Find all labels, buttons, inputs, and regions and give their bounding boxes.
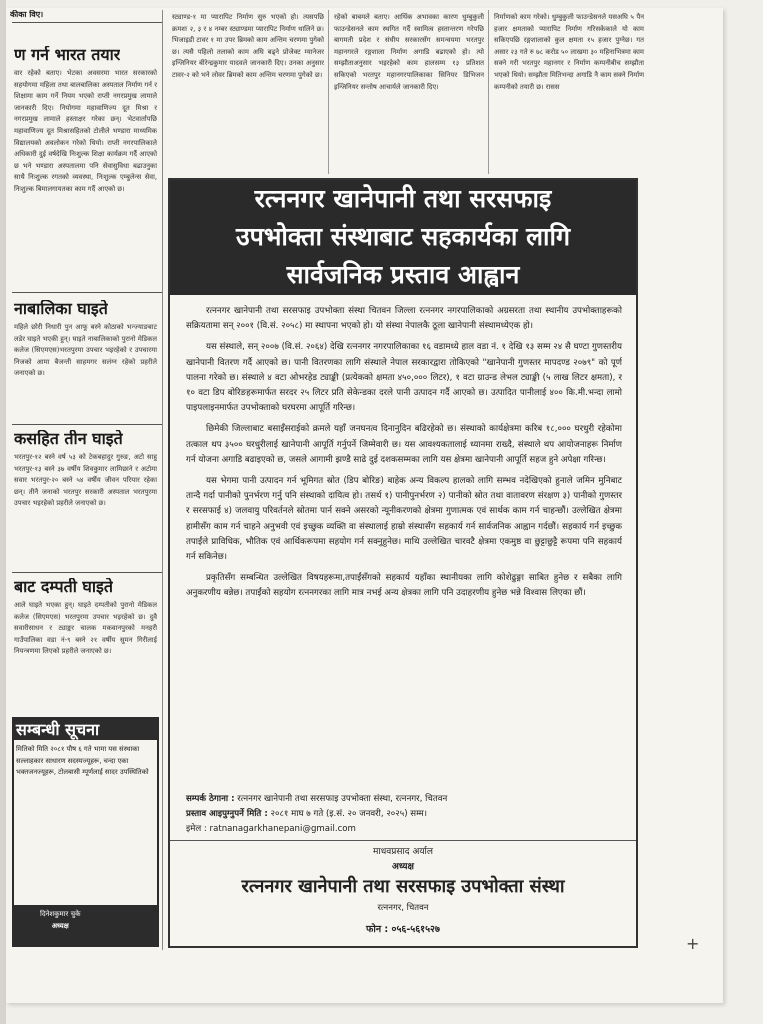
left-notice-sign-title: अध्यक्ष — [51, 922, 69, 930]
ad-title-line-1: रत्ननगर खानेपानी तथा सरसफाइ — [254, 184, 552, 213]
ad-email-link[interactable]: ratnanagarkhanepani@gmail.com — [209, 824, 356, 834]
left-article-three — [14, 452, 157, 570]
top-divider-2 — [488, 10, 489, 174]
top-divider-1 — [328, 10, 329, 174]
left-article-couple — [14, 600, 157, 712]
left-heading-three: कसहित तीन घाइते — [14, 430, 123, 448]
ad-sign-name: माधवप्रसाद अर्याल — [373, 847, 433, 857]
ad-sign-title: अध्यक्ष — [392, 862, 414, 872]
left-article-minor-text: महिले छोरी निधारी पुन आफू बस्ने कोठाको भन्ज्याङबाट लडेर घाइते भएकी हुन्। घाइते नाबालिकाको पुरानो मेडिकल कलेज (सिएमएस)भरतपुरमा उपचार भइरहेको र उपचारमा निजको आमा बैजन्ती साहमगर सलंग्न रहेको प्रहरीले जनाएको छ। — [14, 323, 157, 378]
ad-phone-label: फोन : — [366, 924, 389, 935]
left-rule-3 — [12, 572, 162, 573]
top-article-col-1 — [172, 12, 324, 174]
ad-paragraph-3: छिमेकी जिल्लाबाट बसाइँसराईको क्रमले यहाँ जनघनत्व दिनानुदिन बढिरहेको छ। संस्थाको कार्यक्षेत्रमा करिब १८,००० घरधुरी रहेकोमा तत्काल थप ३५०० घरधुरीलाई खानेपानी आपूर्ति गर्नुपर्ने जिम्मेवारी छ। यस आवश्यकतालाई ध्यानमा राख्दै, संस्थाले थप आयोजनाहरू निर्माण गर्न योजना अगाडि बढाइएको छ, जसले आगामी झण्डै साढे दुई दशकसम्मका लागि यस क्षेत्रमा खानेपानी आपूर्ति सहज हुने अपेक्षा गरिन्छ। — [186, 424, 622, 465]
ad-body — [186, 304, 622, 608]
left-article-minor — [14, 322, 157, 422]
left-rule-2 — [12, 424, 162, 425]
top-article-col-3-text: निर्माणको काम गरेको। धुम्बुकुली फाउन्डेसनले यसअघि ५ पैन हजार क्षमताको प्यारापिट निर्माण गरिसकेकाले यो काम सकिएपछि रङ्गशालाको कुल क्षमता १५ हजार पुग्नेछ। गत असार २३ गते रु ७८ करोड ५० लाखमा ३० महिनाभित्रमा काम सक्ने गरी भरतपुर महानगर र निर्माण कम्पनीबीच सम्झौता भएको थियो। सम्झौता मितिभन्दा अगाडि नै काम सक्ने निर्माण कम्पनीको तयारी छ। रासस — [494, 13, 644, 91]
top-article-col-2-text: रहेको बाबमले बताए। आर्थिक अभावका कारण धुम्बुकुली फाउन्डेसनले काम स्थगित गर्दै स्वामित्व हस्तान्तरण गरेपछि बागमती प्रदेश र संघीय सरकारसँग समन्वयमा भरतपुर महानगरले रङ्गशाला निर्माण अगाडि बढाएको हो। त्यो सम्झौताअनुसार भइरहेको काम हालसम्म १३ प्रतिशत सकिएको भरतपुर महानगरपालिकाका सिनियर डिभिजन इन्जिनियर सन्तोष आचार्यले जानकारी दिए। — [334, 13, 484, 91]
left-top-fragment: कीका विए। — [10, 10, 44, 19]
ad-paragraph-1: रत्ननगर खानेपानी तथा सरसफाइ उपभोक्ता संस्था चितवन जिल्ला रत्ननगर नगरपालिकाको अग्रसरता तथा स्थानीय उपभोक्ताहरूको सक्रियतामा सन् २००१ (वि.सं. २०५८) मा स्थापना भएको हो। यो संस्था नेपालकै ठूला खानेपानी संस्थामध्येएक हो। — [186, 306, 622, 332]
left-notice-body — [14, 740, 157, 905]
ad-phone-line — [170, 922, 636, 935]
left-notice-heading: सम्बन्धी सूचना — [16, 720, 100, 739]
public-notice-advertisement — [168, 178, 638, 948]
left-heading-couple: बाट दम्पती घाइते — [14, 578, 114, 596]
ad-paragraph-2: यस संस्थाले, सन् २००७ (वि.सं. २०६४) देखि रत्ननगर नगरपालिकाका १६ वडामध्ये हाल वडा नं. १ देखि १३ सम्म २४ सै घण्टा गुणस्तरीय खानेपानी वितरण गर्दै आएको छ। पानी वितरणका लागि संस्थाले नेपाल सरकारद्वारा तोकिएको "खानेपानी गुणस्तर मापदण्ड २०७९" को पूर्ण पालना गरेको छ। संस्थाले ४ वटा ओभरहेड ट्याङ्की (प्रत्येकको क्षमता ४५०,००० लिटर), १ वटा ग्राउन्ड लेभल ट्याङ्की (५ लाख लिटर क्षमता), र १० वटा डिप बोरिङहरूमार्फत सरदर २५ लिटर प्रति सेकेन्डका दरले पानी उत्पादन गर्दै आएको छ। उत्पादित पानीलाई ४०० कि.मी.भन्दा लामो पाइपलाइनमार्फत उपभोक्ताको घरघरमा आपूर्ति गरिन्छ। — [186, 342, 622, 414]
ad-contact-block — [186, 792, 622, 837]
ad-deadline-label: प्रस्ताव आइपुग्नुपर्ने मिति : — [186, 809, 268, 819]
ad-email-line — [186, 822, 622, 837]
left-heading-india: ण गर्न भारत तयार — [14, 46, 121, 64]
crosshair-mark-icon: + — [686, 934, 700, 953]
left-notice-text: मितिको मिति २०८१ पौष ६ गते भामा यस संस्थाका सल्लाहकार साधारण सदस्यज्यूहरू, चन्दा एका भक्तजनज्यूहरू, टोलबासी म्पूर्णलाई सादर उपस्थितिको — [16, 745, 149, 777]
left-notice-sign-name: दिनेशकुमार चुके — [40, 910, 81, 918]
left-article-three-text: भरतपुर-१२ बस्ने वर्ष ५३ को टेकबहादुर गुरुङ, अटो साहु भरतपुर-१३ बस्ने ३७ वर्षीय शिवकुमार लामिछाने र अटोमा सवार भरतपुर-२० बस्ने ५४ वर्षीय जीवन परियार रहेका छन्। तीनै जनाको भरतपुर सरकारी अस्पताल भरतपुरमा उपचार भइरहेको प्रहरीले जनाएको छ। — [14, 453, 157, 508]
left-article-couple-text: आले घाइते भएका हुन्। घाइते दम्पतीको पुरानो मेडिकल कलेज (सिएमएस) भरतपुरमा उपचार भइरहेको छ। दुवै सवारीसाधन र ट्याङ्कर चालक मकवानपुरको मनहरी गाउँपालिका वडा नं-९ बस्ने २१ वर्षीय सुमन गिरीलाई नियन्त्रणमा लिएको प्रहरीले जनाएको छ। — [14, 601, 157, 656]
left-article-india-text: वार रहेको बताए। भेटका अवसरमा भारत सरकारको सहयोगमा महिला तथा बालबालिका अस्पताल निर्माण गर्न र शिक्षामा काम गर्ने नियम भएको राप्ती नगरप्रमुख लामाले जानकारी दिए। नियोगमा महावाणिज्य दूत मिश्रा र नगरप्रमुख लामाले हस्ताक्षर गरेका छन्। भेटवार्तापछि महावाणिज्य दूत मिश्रासहितको टोलीले भण्डारा माध्यमिक विद्यालयको अवलोकन गरेको थियो। राप्ती नगरपालिकाले अधिकारी दुई वर्षदेखि निःशुल्क शिक्षा कार्यक्रम गर्दै आएको छ भने भण्डारा अस्पतालमा पनि सेवासुविधा बढाउनुका साथै निःशुल्क रगतको व्यवस्था, निःशुल्क एम्बुलेन्स सेवा, निःशुल्क बिमालगायतका काम गर्दै आएको छ। — [14, 69, 157, 193]
ad-contact-line — [186, 792, 622, 807]
ad-signature-rule — [170, 840, 636, 841]
ad-phone-value: ०५६-५६१५२७ — [391, 924, 440, 935]
top-article-col-2 — [334, 12, 484, 174]
ad-deadline-value: २०८१ माघ ७ गते (इ.सं. २० जनवरी, २०२५) सम्म। — [270, 809, 428, 819]
ad-org-name: रत्ननगर खानेपानी तथा सरसफाइ उपभोक्ता संस्था — [241, 876, 565, 897]
left-rule-top — [12, 22, 162, 23]
ad-paragraph-4: यस भेगमा पानी उत्पादन गर्न भूमिगत स्रोत (डिप बोरिङ) बाहेक अन्य विकल्प हालको लागि सम्भव नदेखिएको हुनाले जमिन मुनिबाट तान्दै गर्दा पानीको पुनर्भरण गर्नु पनि संस्थाको दायित्व हो। तसर्थ १) पानीपुनर्भरण २) पानीको स्रोत तथा वातावरण संरक्षण ३) पानीको गुणस्तर र सरसफाई ४) जलवायु परिवर्तनले स्रोतमा पार्न सक्ने असरको न्यूनीकरणको क्षेत्रमा गुणात्मक एवं सार्थक काम गर्न चाहन्छौं। उल्लेखित क्षेत्रमा हामीसँग काम गर्न चाहने अनुभवी एवं इच्छुक व्यक्ति वा संस्थालाई हाम्रो संस्थासँग सहकार्य गर्न सार्वजनिक आह्वान गर्दछौं। सहकार्य गर्न इच्छुक तपाईंले प्राविधिक, भौतिक एवं आर्थिकरूपमा सहयोग गर्न सक्नुहुनेछ। माथि उल्लेखित चारवटै क्षेत्रमा एकमुष्ठ वा छुट्टाछुट्टै रूपमा पनि सहकार्य गर्न सकिनेछ। — [186, 476, 622, 563]
ad-contact-label: सम्पर्क ठेगाना : — [186, 794, 235, 804]
left-notice-signature — [40, 908, 80, 932]
ad-title-line-3: सार्वजनिक प्रस्ताव आह्वान — [286, 260, 520, 289]
ad-contact-value: रत्ननगर खानेपानी तथा सरसफाइ उपभोक्ता संस्था, रत्ननगर, चितवन — [237, 794, 448, 804]
ad-paragraph-5: प्रकृतिसँग सम्बन्धित उल्लेखित विषयहरूमा,तपाईंसँगको सहकार्य यहाँका स्थानीयका लागि कोशेढुङ्गा साबित हुनेछ र सबैका लागि अनुकरणीय बन्नेछ। तपाईंको सहयोग रत्ननगरका लागि मात्र नभई अन्य क्षेत्रका लागि पनि उदाहरणीय हुनेछ भन्ने विश्वास लिएका छौं। — [186, 573, 622, 599]
left-heading-minor: नाबालिका घाइते — [14, 300, 108, 318]
ad-org-address: रत्ननगर, चितवन — [377, 903, 429, 913]
top-article-col-3 — [494, 12, 644, 174]
left-article-india — [14, 68, 157, 288]
top-article-col-1-text: स्ट्याण्ड-१ मा प्यारापिट निर्माण सुरु भएको हो। त्यसपछि क्रमशः २, ३ र ४ नम्बर स्ट्याण्डमा प्यारापिट निर्माण थालिने छ। भिजाइडी टावर १ मा उपर ब्रिमको काम अन्तिम चरणमा पुगेको छ। त्यसै पहिलो तलाको काम अघि बढ्ने प्रोजेक्ट म्यानेजर इन्जिनियर बीरेन्द्रकुमार यादवले जानकारी दिए। उनका अनुसार टावर-२ को भने लोवर ब्रिमको काम अन्तिम चरणमा पुगेको छ। — [172, 13, 324, 79]
ad-title-line-2: उपभोक्ता संस्थाबाट सहकार्यका लागि — [235, 222, 571, 251]
ad-title-banner — [170, 180, 636, 295]
ad-deadline-line — [186, 807, 622, 822]
left-column-divider — [162, 10, 163, 950]
left-rule-1 — [12, 292, 162, 293]
ad-email-label: इमेल : — [186, 824, 207, 834]
